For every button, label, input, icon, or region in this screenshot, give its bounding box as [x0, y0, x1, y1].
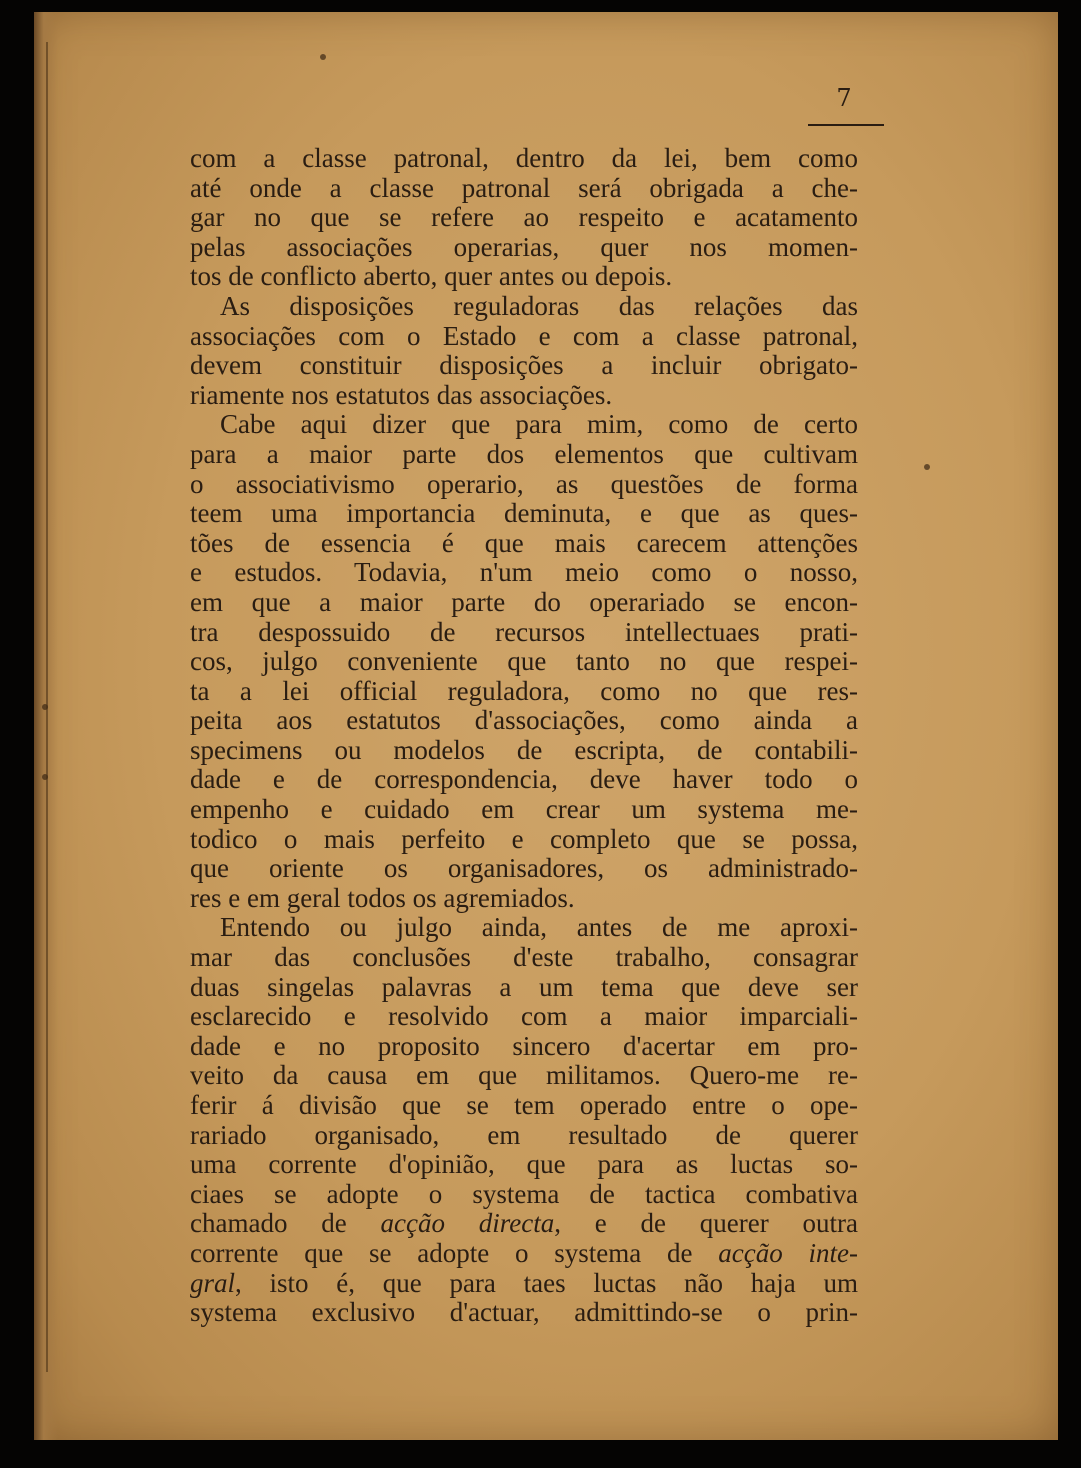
- text-line: ciaes se adopte o systema de tactica combativa: [190, 1178, 858, 1209]
- text-line: veito da causa em que militamos. Quero-me re-: [190, 1060, 858, 1091]
- text-line: pelas associações operarias, quer nos momen-: [190, 231, 858, 262]
- paper-speck: [320, 54, 326, 60]
- italic-term: acção directa: [380, 1208, 555, 1239]
- text-line: e estudos. Todavia, n'um meio como o nosso,: [190, 557, 858, 588]
- text-line: em que a maior parte do operariado se encon-: [190, 586, 858, 617]
- text-line: associações com o Estado e com a classe patronal,: [190, 320, 858, 351]
- page-number-underline: [808, 124, 884, 126]
- italic-term: acção inte-: [718, 1237, 859, 1268]
- text-line: com a classe patronal, dentro da lei, bem como: [190, 143, 858, 173]
- text-line: cos, julgo conveniente que tanto no que respei-: [190, 646, 858, 677]
- text-line: empenho e cuidado em crear um systema me-: [190, 794, 858, 825]
- text-line: rariado organisado, em resultado de querer: [190, 1119, 858, 1150]
- text-line: todico o mais perfeito e completo que se possa,: [190, 823, 858, 854]
- text-line-roman: , isto é, que para taes luctas não haja um: [235, 1267, 858, 1298]
- text-line: riamente nos estatutos das associações.: [190, 379, 613, 410]
- paper-speck: [42, 704, 48, 710]
- text-line: dade e no proposito sincero d'acertar em pro-: [190, 1030, 858, 1061]
- text-line: systema exclusivo d'actuar, admittindo-se o prin-: [190, 1297, 858, 1328]
- text-line-roman: chamado de: [190, 1208, 347, 1239]
- text-line: duas singelas palavras a um tema que deve ser: [190, 971, 858, 1002]
- text-line: res e em geral todos os agremiados.: [190, 882, 575, 913]
- body-text: [190, 144, 858, 1328]
- text-line-roman: corrente que se adopte o systema de: [190, 1237, 693, 1268]
- text-line: peita aos estatutos d'associações, como ainda a: [190, 705, 858, 736]
- text-line: As disposições reguladoras das relações das: [220, 290, 858, 321]
- text-line: que oriente os organisadores, os administrado-: [190, 853, 858, 884]
- text-line: Cabe aqui dizer que para mim, como de certo: [220, 409, 858, 440]
- text-line: gar no que se refere ao respeito e acatamento: [190, 202, 858, 233]
- text-line: devem constituir disposições a incluir obrigato-: [190, 350, 858, 381]
- text-line: ta a lei official reguladora, como no que res-: [190, 675, 858, 706]
- text-line: tos de conflicto aberto, quer antes ou depois.: [190, 261, 673, 292]
- italic-term: gral: [190, 1267, 236, 1298]
- text-line: para a maior parte dos elementos que cultivam: [190, 438, 858, 469]
- paper-speck: [924, 464, 930, 470]
- text-line: tões de essencia é que mais carecem attenções: [190, 527, 858, 558]
- text-line-roman: , e de querer outra: [554, 1208, 858, 1239]
- page-number: 7: [836, 84, 852, 112]
- text-line: esclarecido e resolvido com a maior imparciali-: [190, 1001, 858, 1032]
- text-line: tra despossuido de recursos intellectuaes prati-: [190, 616, 858, 647]
- text-line: specimens ou modelos de escripta, de contabili-: [190, 734, 858, 765]
- text-line: [190, 1269, 858, 1299]
- paper-speck: [42, 774, 48, 780]
- text-line: Entendo ou julgo ainda, antes de me aproxi-: [220, 912, 858, 943]
- text-line: ferir á divisão que se tem operado entre o ope-: [190, 1090, 858, 1120]
- text-line: o associativismo operario, as questões de forma: [190, 468, 858, 499]
- text-line: até onde a classe patronal será obrigada a che-: [190, 172, 858, 203]
- text-line: teem uma importancia deminuta, e que as ques-: [190, 498, 858, 529]
- text-line: [190, 1209, 858, 1239]
- text-line: mar das conclusões d'este trabalho, consagrar: [190, 942, 858, 973]
- text-line: dade e de correspondencia, deve haver todo o: [190, 764, 858, 795]
- text-line: [190, 1239, 858, 1269]
- text-line: uma corrente d'opinião, que para as luctas so-: [190, 1149, 858, 1180]
